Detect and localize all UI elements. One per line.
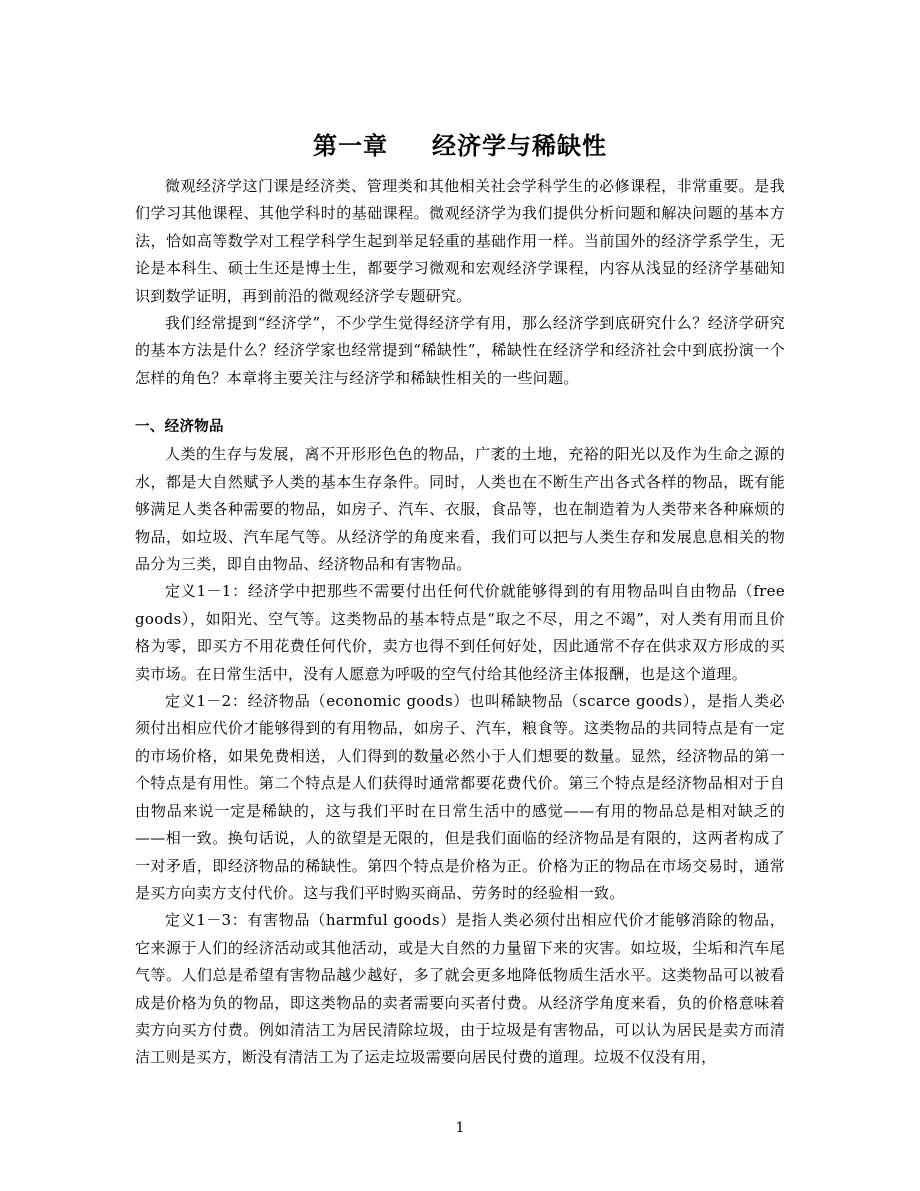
page-number: 1 [455, 1120, 465, 1136]
body-paragraph: 人类的生存与发展，离不开形形色色的物品，广袤的土地，充裕的阳光以及作为生命之源的水，都是大自然赋予人类的基本生存条件。同时，人类也在不断生产出各式各样的物品，既有能够满足人类各种需要的物品，如房子、汽车、衣服，食品等，也在制造着为人类带来各种麻烦的物品，如垃圾、汽车尾气等。从经济学的角度来看，我们可以把与人类生存和发展息息相关的物品分为三类，即自由物品、经济物品和有害物品。 [135, 445, 785, 574]
chapter-label: 第一章 [313, 132, 388, 161]
section-heading: 一、经济物品 [135, 419, 224, 435]
intro-paragraph: 我们经常提到“经济学”，不少学生觉得经济学有用，那么经济学到底研究什么？经济学研究的基本方法是什么？经济学家也经常提到“稀缺性”，稀缺性在经济学和经济社会中到底扮演一个怎样的角色？本章将主要关注与经济学和稀缺性相关的一些问题。 [135, 314, 785, 387]
section-economic-goods [135, 414, 785, 1072]
chapter-title [0, 126, 920, 161]
definition-paragraph: 定义1－1：经济学中把那些不需要付出任何代价就能够得到的有用物品叫自由物品（free goods），如阳光、空气等。这类物品的基本特点是“取之不尽，用之不竭”，对人类有用而且价格为零，即买方不用花费任何代价，卖方也得不到任何好处，因此通常不存在供求双方形成的买卖市场。在日常生活中，没有人愿意为呼吸的空气付给其他经济主体报酬，也是这个道理。 [135, 582, 785, 683]
intro-section [135, 173, 785, 392]
definition-paragraph: 定义1－3：有害物品（harmful goods）是指人类必须付出相应代价才能够消除的物品，它来源于人们的经济活动或其他活动，或是大自然的力量留下来的灾害。如垃圾，尘垢和汽车尾气等。人们总是希望有害物品越少越好，多了就会更多地降低物质生活水平。这类物品可以被看成是价格为负的物品，即这类物品的卖者需要向买者付费。从经济学角度来看，负的价格意味着卖方向买方付费。例如清洁工为居民清除垃圾，由于垃圾是有害物品，可以认为居民是卖方而清洁工则是买方，断没有清洁工为了运走垃圾需要向居民付费的道理。垃圾不仅没有用， [135, 911, 785, 1067]
chapter-title-text: 经济学与稀缺性 [432, 132, 607, 161]
intro-paragraph: 微观经济学这门课是经济类、管理类和其他相关社会学科学生的必修课程，非常重要。是我们学习其他课程、其他学科时的基础课程。微观经济学为我们提供分析问题和解决问题的基本方法，恰如高等数学对工程学科学生起到举足轻重的基础作用一样。当前国外的经济学系学生，无论是本科生、硕士生还是博士生，都要学习微观和宏观经济学课程，内容从浅显的经济学基础知识到数学证明，再到前沿的微观经济学专题研究。 [135, 177, 785, 305]
definition-paragraph: 定义1－2：经济物品（economic goods）也叫稀缺物品（scarce goods），是指人类必须付出相应代价才能够得到的有用物品，如房子、汽车，粮食等。这类物品的共同特点是有一定的市场价格，如果免费相送，人们得到的数量必然小于人们想要的数量。显然，经济物品的第一个特点是有用性。第二个特点是人们获得时通常都要花费代价。第三个特点是经济物品相对于自由物品来说一定是稀缺的，这与我们平时在日常生活中的感觉——有用的物品总是相对缺乏的——相一致。换句话说，人的欲望是无限的，但是我们面临的经济物品是有限的，这两者构成了一对矛盾，即经济物品的稀缺性。第四个特点是价格为正。价格为正的物品在市场交易时，通常是买方向卖方支付代价。这与我们平时购买商品、劳务时的经验相一致。 [135, 692, 785, 902]
